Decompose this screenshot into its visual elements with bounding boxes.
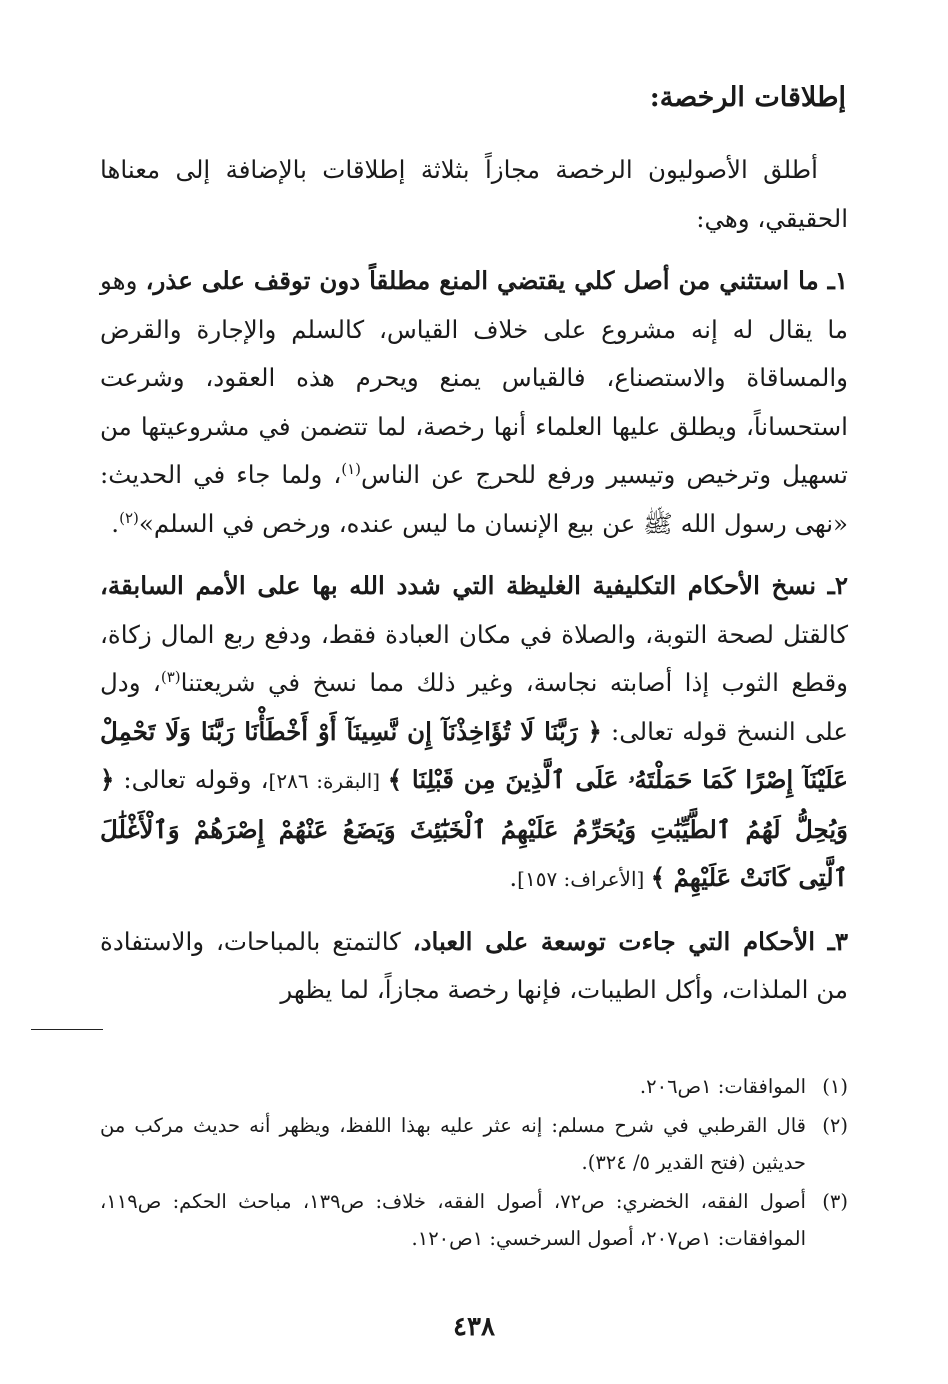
footnote-item [100, 1107, 848, 1181]
quran-verse-2: ﴿ وَيُحِلُّ لَهُمُ ٱلطَّيِّبَٰتِ وَيُحَرِّمُ عَلَيْهِمُ ٱلْخَبَٰٓئِثَ وَيَضَعُ عَنْهُمْ إِصْرَهُمْ وَٱلْأَغْلَٰلَ ٱلَّتِى كَانَتْ عَلَيْهِمْ ﴾ [100, 765, 848, 892]
footnote-number: (٣) [822, 1189, 848, 1213]
footnote-number: (٢) [822, 1113, 848, 1137]
footnote-separator [31, 1029, 103, 1030]
item-2-lead: ٢ـ نسخ الأحكام التكليفية الغليظة التي شدد الله بها على الأمم السابقة، [100, 571, 848, 600]
item-3-lead: ٣ـ الأحكام التي جاءت توسعة على العباد، [412, 926, 848, 956]
item-1-paragraph [100, 257, 848, 548]
footnote-text: أصول الفقه، الخضري: ص٧٢، أصول الفقه، خلاف: ص١٣٩، مباحث الحكم: ص١١٩، الموافقات: ١ص٢٠٧، أصول السرخسي: ١ص١٢٠. [100, 1189, 806, 1250]
item-2-text-b: ، ودل على النسخ قوله تعالى: [100, 668, 848, 746]
item-2-text-a: كالقتل لصحة التوبة، والصلاة في مكان العبادة فقط، ودفع ربع المال زكاة، وقطع الثوب إذا أصابته نجاسة، وغير ذلك مما نسخ في شريعتنا [100, 619, 848, 697]
footnote-ref-2[interactable]: (٢) [119, 508, 139, 527]
item-2-text-c: ، وقوله تعالى: [114, 765, 269, 794]
footnote-ref-1[interactable]: (١) [341, 459, 362, 478]
intro-paragraph: أطلق الأصوليون الرخصة مجازاً بثلاثة إطلاقات بالإضافة إلى معناها الحقيقي، وهي: [100, 155, 848, 233]
footnotes [100, 1068, 848, 1257]
footnote-text: الموافقات: ١ص٢٠٦. [639, 1074, 806, 1098]
section-heading: إطلاقات الرخصة: [649, 82, 846, 113]
item-3-paragraph [100, 918, 848, 1015]
item-1-text-c: . [111, 508, 120, 538]
page-number: ٤٣٨ [453, 1312, 495, 1342]
footnote-item [100, 1183, 848, 1257]
item-1-lead: ١ـ ما استثني من أصل كلي يقتضي المنع مطلقاً دون توقف على عذر، [145, 266, 848, 295]
verse-reference-2: [الأعراف: ١٥٧] [517, 867, 651, 891]
verse-reference-1: [البقرة: ٢٨٦] [268, 769, 388, 793]
item-1-text-a: وهو ما يقال له إنه مشروع على خلاف القياس، كالسلم والإجارة والقرض والمساقاة والاستصناع، فالقياس يمنع ويحرم هذه العقود، وشرعت استحساناً، ويطلق عليها العلماء أنها رخصة، لما تتضمن في مشروعيتها من تسهيل وترخيص وتيسير ورفع للحرج عن الناس [100, 266, 848, 489]
footnote-text: قال القرطبي في شرح مسلم: إنه عثر عليه بهذا اللفظ، ويظهر أنه حديث مركب من حديثين (فتح القدير ٥/ ٣٢٤). [100, 1113, 806, 1174]
item-2-text-d: . [509, 863, 518, 892]
item-3-text-a: كالتمتع بالمباحات، والاستفادة من الملذات، وأكل الطيبات، فإنها رخصة مجازاً، لما يظهر [100, 926, 848, 1004]
footnote-number: (١) [822, 1074, 848, 1098]
item-1-text-b: ، ولما جاء في الحديث: «نهى رسول الله ﷺ عن بيع الإنسان ما ليس عنده، ورخص في السلم» [100, 460, 848, 538]
footnote-ref-3[interactable]: (٣) [160, 667, 181, 686]
footnote-item [100, 1068, 848, 1105]
item-2-paragraph [100, 562, 848, 904]
quran-verse-1: ﴿ رَبَّنَا لَا تُؤَاخِذْنَآ إِن نَّسِينَآ أَوْ أَخْطَأْنَا رَبَّنَا وَلَا تَحْمِلْ عَلَيْنَآ إِصْرًا كَمَا حَمَلْتَهُۥ عَلَى ٱلَّذِينَ مِن قَبْلِنَا ﴾ [100, 716, 848, 794]
